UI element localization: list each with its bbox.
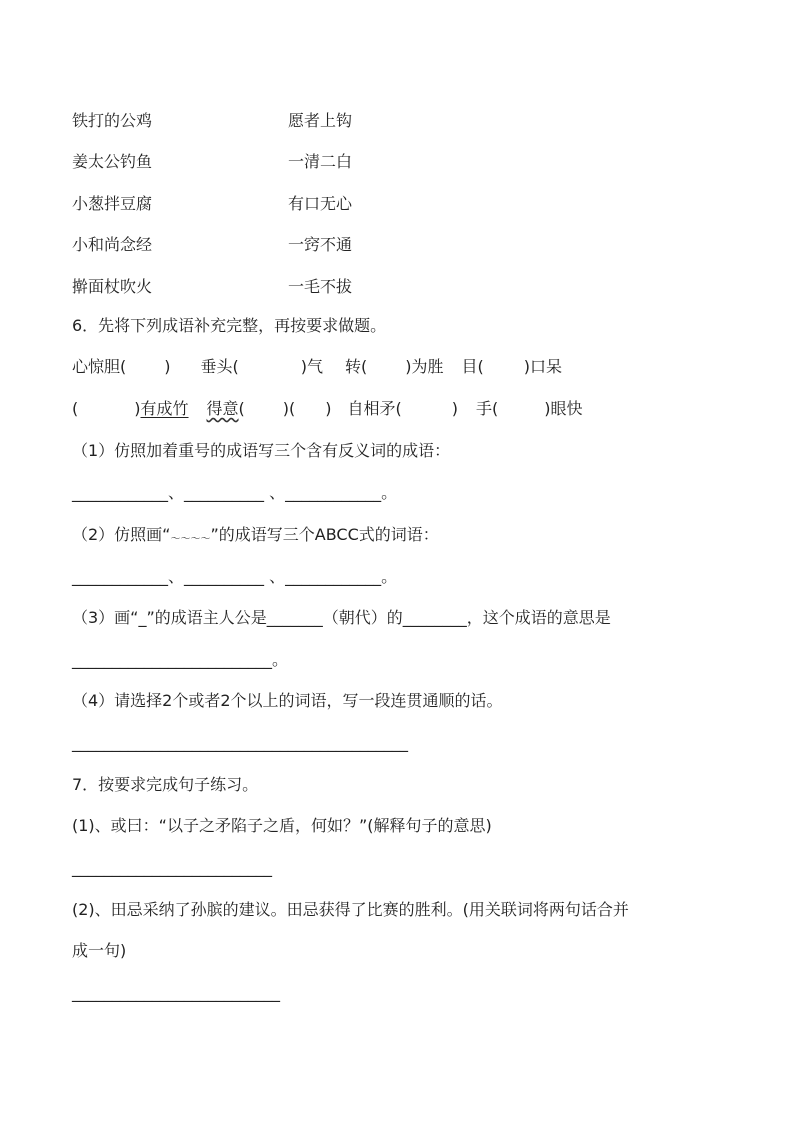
idiom-8-end: )眼快 [544,399,583,418]
idiom-1-start: 心惊胆( [72,357,127,376]
pair-right-1: 愿者上钩 [288,111,353,130]
q7-title: 7．按要求完成句子练习。 [72,775,259,794]
q6-sub2-post: ”的成语写三个ABCC式的词语： [210,525,439,544]
idiom-5-open: ( [72,399,79,418]
idiom-5-close: ) [134,399,141,418]
idiom-7-start: 自相矛( [347,399,402,418]
pair-right-4: 一窍不通 [288,235,353,254]
idiom-1-end: ) [164,357,171,376]
q6-sub1-answer[interactable]: ____________、__________ 、____________。 [72,483,398,502]
underline-mark: _ [138,608,147,627]
idiom-3-start: 转( [345,357,368,376]
q6-sub3-a: （3）画“ [72,608,139,627]
idiom-6-open: ( [238,399,245,418]
idiom-6-close: )( [282,399,296,418]
q6-sub1: （1）仿照加着重号的成语写三个含有反义词的成语： [72,441,451,460]
wavy-mark: ～～～～ [170,534,211,545]
pair-right-2: 一清二白 [288,152,353,171]
idiom-4-start: 目( [461,357,484,376]
q6-row2 [72,399,583,419]
pair-right-3: 有口无心 [288,194,353,213]
idiom-8-start: 手( [476,399,499,418]
q7-s1: (1)、或曰：“以子之矛陷子之盾，何如？”(解释句子的意思) [72,816,492,835]
q6-row1 [72,357,562,377]
pair-left-1: 铁打的公鸡 [72,111,153,130]
idiom-6-head: 得意 [206,399,239,418]
pair-left-3: 小葱拌豆腐 [72,194,153,213]
q6-sub3-answer[interactable]: _________________________。 [72,650,289,669]
q6-sub2 [72,525,439,550]
q6-title: 6．先将下列成语补充完整，再按要求做题。 [72,316,387,335]
pair-right-5: 一毛不拔 [288,277,353,296]
pair-left-2: 姜太公钓鱼 [72,152,153,171]
idiom-2-end: )气 [300,357,323,376]
pair-left-5: 擀面杖吹火 [72,277,153,296]
q6-sub3 [72,608,611,628]
idiom-7-end: ) [451,399,459,418]
q7-s1-answer[interactable]: _________________________ [72,858,272,877]
idiom-5-tail: 有成竹 [140,399,189,418]
idiom-4-end: )口呆 [523,357,562,376]
q7-s2-line2: 成一句) [72,941,127,960]
q6-sub4-answer[interactable]: __________________________________________ [72,733,408,752]
pair-left-4: 小和尚念经 [72,235,153,254]
idiom-6-close2: ) [325,399,332,418]
q6-sub2-answer[interactable]: ____________、__________ 、____________。 [72,567,398,586]
idiom-2-start: 垂头( [200,357,239,376]
idiom-3-end: )为胜 [405,357,444,376]
q7-s2-line1: (2)、田忌采纳了孙膑的建议。田忌获得了比赛的胜利。(用关联词将两句话合并 [72,900,629,919]
q6-sub4: （4）请选择2个或者2个以上的词语，写一段连贯通顺的话。 [72,691,503,710]
q6-sub3-b: ”的成语主人公是_______（朝代）的________，这个成语的意思是 [146,608,611,627]
q7-s2-answer[interactable]: __________________________ [72,983,280,1002]
q6-sub2-pre: （2）仿照画“ [72,525,171,544]
